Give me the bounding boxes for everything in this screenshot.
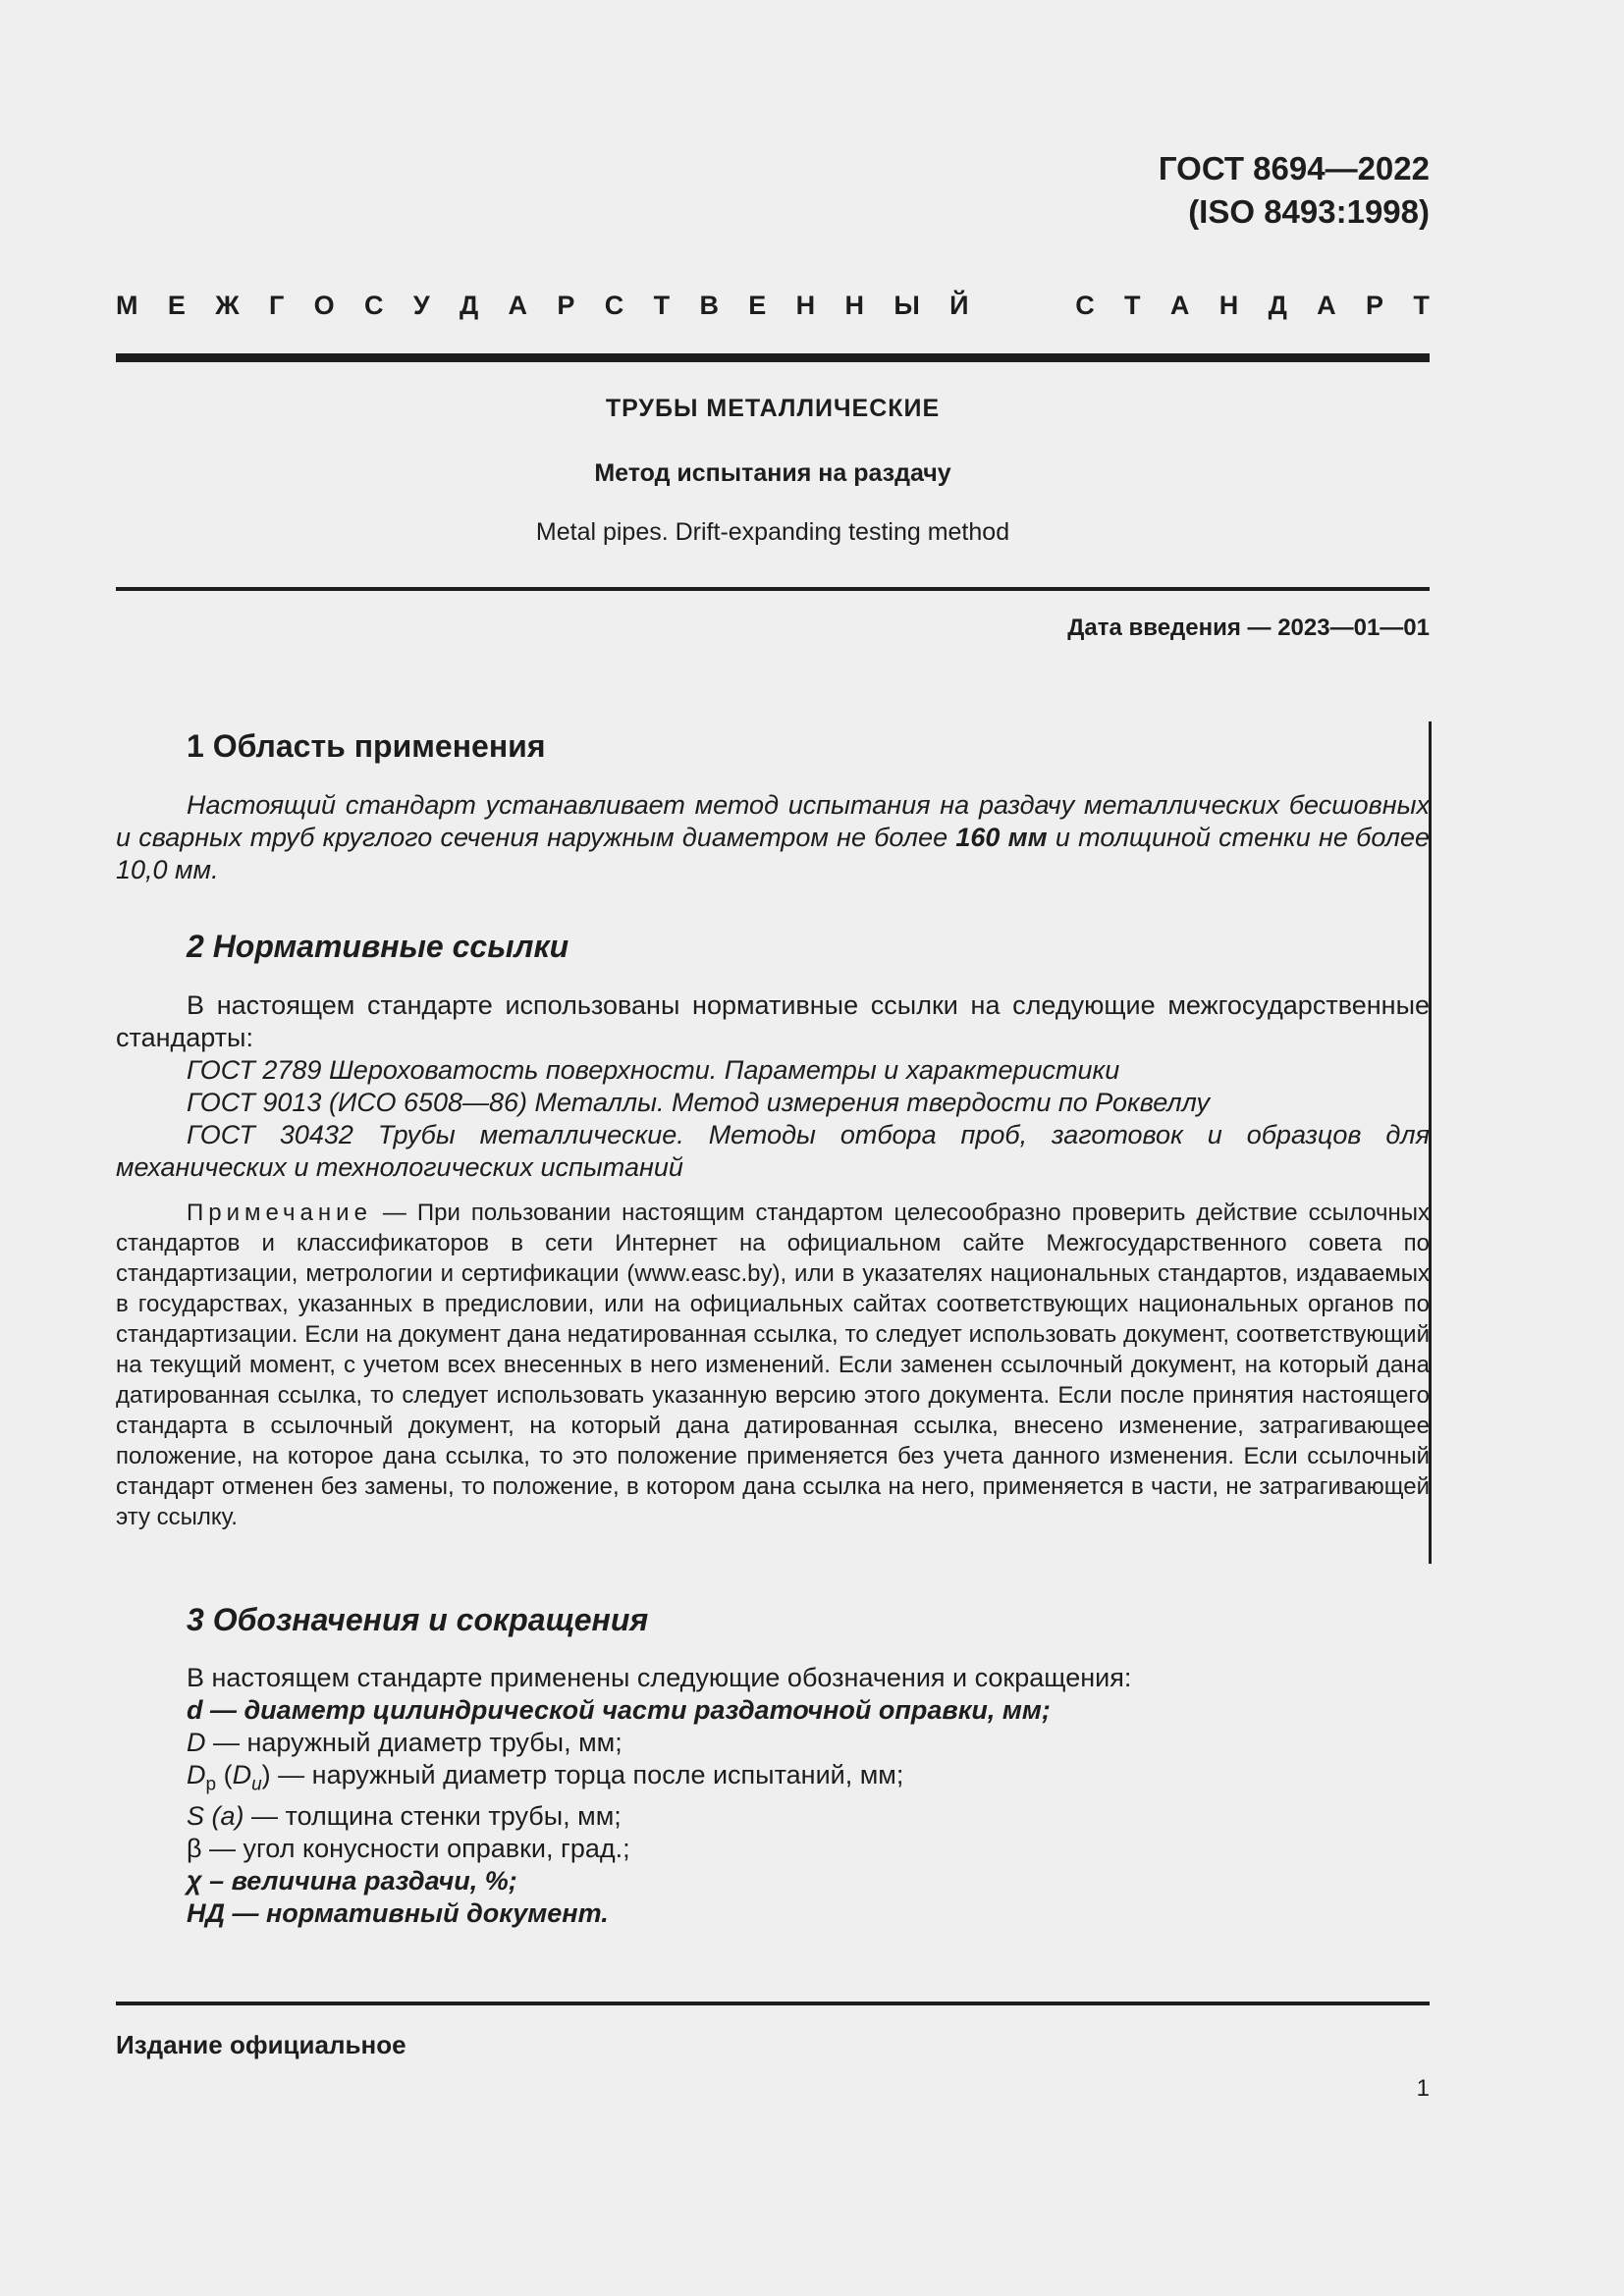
symbol-D: [116, 1727, 1430, 1759]
symbol-D-sym: D: [187, 1728, 206, 1757]
symbol-beta: β — угол конусности оправки, град.;: [187, 1834, 630, 1864]
banner-letter: С: [1075, 291, 1095, 320]
iso-number: (ISO 8493:1998): [1188, 193, 1430, 230]
symbols-intro: В настоящем стандарте применены следующие обозначения и сокращения:: [187, 1663, 1132, 1692]
banner-letter: У: [412, 291, 430, 320]
banner-letter: Т: [653, 291, 671, 320]
header-rule: [116, 353, 1430, 362]
section-1-text-part: Настоящий стандарт устанавливает метод испытания на раздачу металлических бесшовных и сварных труб круглого сечения наружным диаметром не более: [116, 790, 1430, 852]
symbol-Dp-sym: D: [187, 1760, 206, 1789]
banner-letter: С: [604, 291, 624, 320]
page-number: 1: [1416, 2075, 1430, 2102]
section-1-text-part: и толщиной стенки не более 10,0 мм.: [116, 823, 1430, 884]
symbol-S: [116, 1800, 1430, 1833]
symbol-Dp-sub: p: [205, 1774, 217, 1795]
banner-letter: Е: [748, 291, 767, 320]
section-2-intro: В настоящем стандарте использованы нормативные ссылки на следующие межгосударственные стандарты:: [116, 990, 1430, 1052]
title-rule: [116, 587, 1430, 591]
banner-letter: А: [1169, 291, 1190, 320]
document-subtitle: Метод испытания на раздачу: [594, 459, 951, 487]
banner-letter: Й: [949, 291, 969, 320]
banner-letter: Д: [1268, 291, 1287, 320]
symbol-d: d — диаметр цилиндрической части раздаточной оправки, мм;: [187, 1695, 1051, 1725]
banner-letter: Д: [459, 291, 479, 320]
footer-rule: [116, 2002, 1430, 2005]
introduction-date: Дата введения — 2023—01—01: [1067, 614, 1430, 641]
banner-letter: А: [1317, 291, 1336, 320]
paren-open: (: [216, 1760, 233, 1789]
section-1-text: [116, 789, 1430, 886]
abbreviation-nd: НД — нормативный документ.: [187, 1898, 609, 1929]
banner-letter: С: [363, 291, 384, 320]
symbol-S-sym: S (a): [187, 1801, 244, 1832]
banner-letter: Р: [1366, 291, 1384, 320]
symbol-Du-sym: D: [232, 1760, 252, 1789]
symbol-chi: χ – величина раздачи, %;: [187, 1866, 517, 1896]
symbol-Du-sub: u: [251, 1774, 262, 1795]
banner-letter: Н: [795, 291, 816, 320]
official-edition-label: Издание официальное: [116, 2030, 406, 2059]
reference-item: ГОСТ 30432 Трубы металлические. Методы отбора проб, заготовок и образцов для механических и технологических испытаний: [116, 1120, 1430, 1182]
banner-letter: Ы: [893, 291, 920, 320]
section-2-body: [116, 989, 1430, 1532]
banner-letter: А: [508, 291, 528, 320]
symbol-Dp-text: — наружный диаметр торца после испытаний, мм;: [270, 1760, 904, 1789]
section-1-text-bold: 160 мм: [955, 823, 1048, 852]
note-label: Примечание: [187, 1200, 372, 1226]
banner-letter: О: [313, 291, 335, 320]
banner-letter: Т: [1124, 291, 1141, 320]
banner-letter: В: [699, 291, 719, 320]
banner-letter: Р: [557, 291, 575, 320]
section-2-heading: 2 Нормативные ссылки: [187, 929, 569, 964]
reference-item: ГОСТ 9013 (ИСО 6508—86) Металлы. Метод измерения твердости по Роквеллу: [187, 1088, 1211, 1117]
banner-letter: Т: [1413, 291, 1430, 320]
note-text: — При пользовании настоящим стандартом целесообразно проверить действие ссылочных стандартов и классификаторов в сети Интернет на официальном сайте Межгосударственного совета по стандартизации, метрологии и сертификации (www.easc.by), или в указателях национальных стандартов, издаваемых в государствах, указанных в предисловии, или на официальных сайтах соответствующих национальных органов по стандартизации. Если на документ дана недатированная ссылка, то следует использовать документ, соответствующий на текущий момент, с учетом всех внесенных в него изменений. Если заменен ссылочный документ, на который дана датированная ссылка, то следует использовать указанную версию этого документа. Если после принятия настоящего стандарта в ссылочный документ, на который дана датированная ссылка, внесено изменение, затрагивающее положение, на которое дана ссылка, то это положение применяется без учета данного изменения. Если ссылочный стандарт отменен без замены, то положение, в котором дана ссылка на него, применяется в части, не затрагивающей эту ссылку.: [116, 1200, 1430, 1530]
section-3-heading: 3 Обозначения и сокращения: [187, 1602, 649, 1637]
banner-letter: М: [116, 291, 138, 320]
section-1-heading: 1 Область применения: [187, 728, 546, 764]
banner-letter: Ж: [215, 291, 240, 320]
symbol-D-text: — наружный диаметр трубы, мм;: [205, 1728, 623, 1757]
english-title: Metal pipes. Drift-expanding testing method: [535, 518, 1010, 546]
banner-letter: Н: [844, 291, 864, 320]
banner-letter: Е: [167, 291, 186, 320]
section-3-body: [116, 1662, 1430, 1930]
gost-number: ГОСТ 8694—2022: [1158, 150, 1430, 187]
gost-designation: [1159, 147, 1430, 234]
banner-letter: Н: [1218, 291, 1239, 320]
interstate-standard-banner: [116, 291, 1430, 321]
banner-letter: Г: [268, 291, 285, 320]
paren-close: ): [261, 1760, 271, 1789]
banner-word-gap: [999, 291, 1046, 321]
note-paragraph: [116, 1198, 1430, 1532]
symbol-Dp: [116, 1759, 1430, 1800]
symbol-S-text: — толщина стенки трубы, мм;: [244, 1801, 622, 1832]
reference-item: ГОСТ 2789 Шероховатость поверхности. Параметры и характеристики: [187, 1055, 1120, 1085]
document-title: ТРУБЫ МЕТАЛЛИЧЕСКИЕ: [605, 395, 941, 422]
